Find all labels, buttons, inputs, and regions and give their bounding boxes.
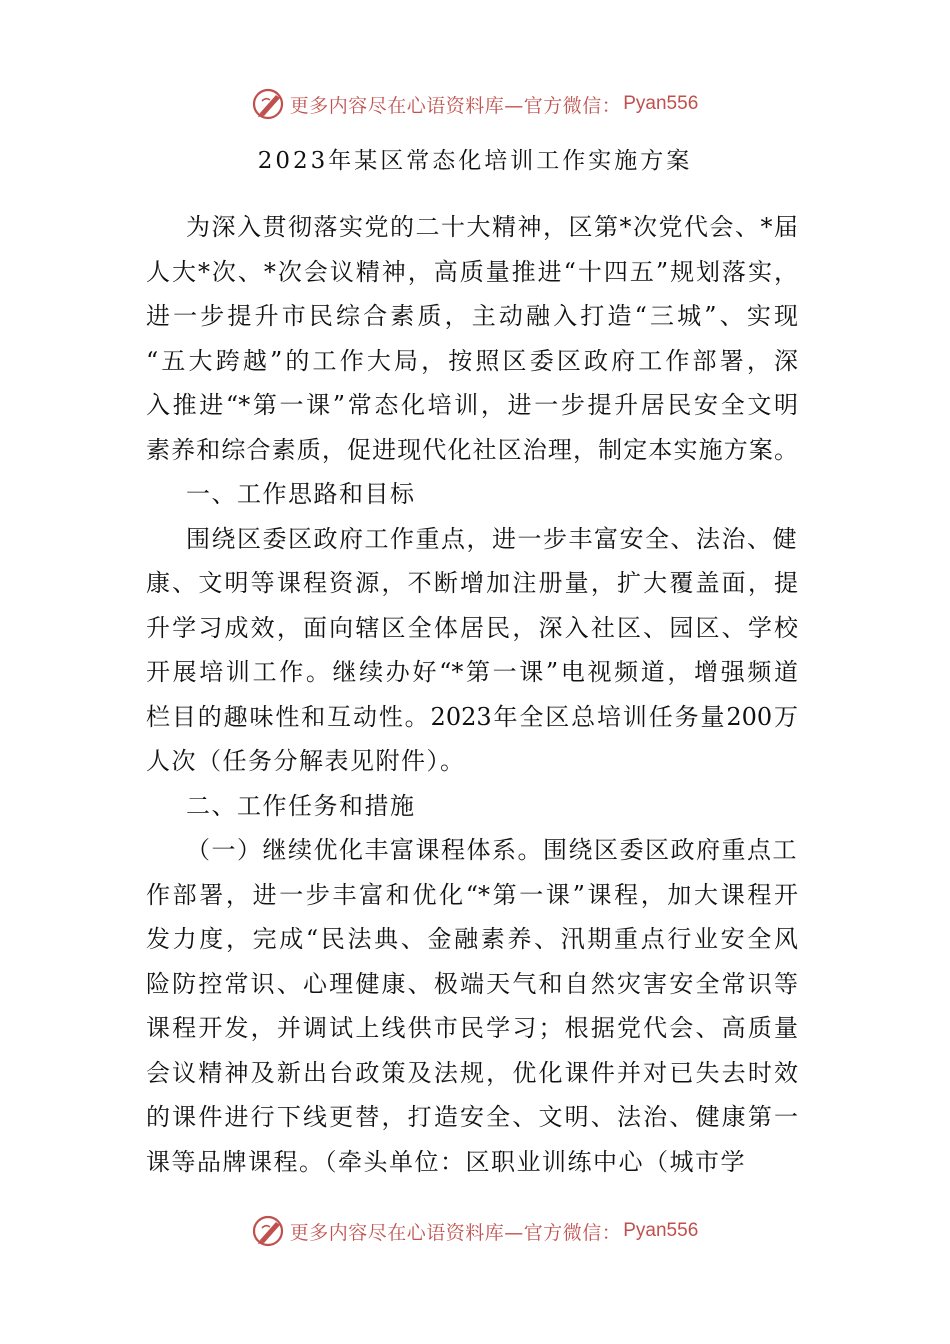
pen-logo-icon (252, 1214, 286, 1248)
text-line: 升学习成效，面向辖区全体居民，深入社区、园区、学校 (146, 613, 798, 642)
text-line: 发力度，完成“民法典、金融素养、汛期重点行业安全风 (146, 925, 798, 953)
section-heading: 二、工作任务和措施 (186, 791, 416, 820)
pen-logo-icon (252, 87, 286, 121)
text-line: 险防控常识、心理健康、极端天气和自然灾害安全常识等 (146, 969, 798, 998)
text-line: “五大跨越”的工作大局，按照区委区政府工作部署，深 (146, 346, 798, 375)
section-heading: 一、工作思路和目标 (186, 480, 416, 508)
watermark-text: 更多内容尽在心语资料库—官方微信： (289, 94, 622, 117)
text-line: 的课件进行下线更替，打造安全、文明、法治、健康第一 (146, 1103, 798, 1131)
text-line: 人次（任务分解表见附件）。 (146, 747, 466, 775)
watermark-wechat-id: Pyan556 (623, 1220, 699, 1241)
text-line: 进一步提升市民综合素质，主动融入打造“三城”、实现 (146, 302, 798, 330)
text-line: 人大*次、*次会议精神，高质量推进“十四五”规划落实， (146, 257, 798, 286)
document-title: 2023年某区常态化培训工作实施方案 (257, 148, 693, 174)
text-line: 栏目的趣味性和互动性。2023年全区总培训任务量200万 (146, 702, 798, 731)
text-line: 康、文明等课程资源，不断增加注册量，扩大覆盖面，提 (146, 569, 798, 597)
text-line: 为深入贯彻落实党的二十大精神，区第*次党代会、*届 (186, 213, 800, 241)
watermark-text: 更多内容尽在心语资料库—官方微信： (289, 1221, 622, 1244)
text-line: 围绕区委区政府工作重点，进一步丰富安全、法治、健 (186, 524, 798, 553)
text-line: （一）继续优化丰富课程体系。围绕区委区政府重点工 (186, 836, 798, 864)
document-body (146, 205, 798, 1184)
footer-watermark (0, 1211, 950, 1251)
text-line: 入推进“*第一课”常态化培训，进一步提升居民安全文明 (146, 391, 798, 419)
text-line: 课等品牌课程。（牵头单位：区职业训练中心（城市学 (146, 1147, 746, 1176)
watermark-wechat-id: Pyan556 (623, 93, 699, 114)
text-line: 课程开发，并调试上线供市民学习；根据党代会、高质量 (146, 1014, 798, 1042)
text-line: 开展培训工作。继续办好“*第一课”电视频道，增强频道 (146, 658, 798, 686)
text-line: 作部署，进一步丰富和优化“*第一课”课程，加大课程开 (146, 880, 798, 909)
text-line: 素养和综合素质，促进现代化社区治理，制定本实施方案。 (146, 435, 798, 464)
header-watermark (0, 84, 950, 124)
text-line: 会议精神及新出台政策及法规，优化课件并对已失去时效 (146, 1058, 798, 1087)
